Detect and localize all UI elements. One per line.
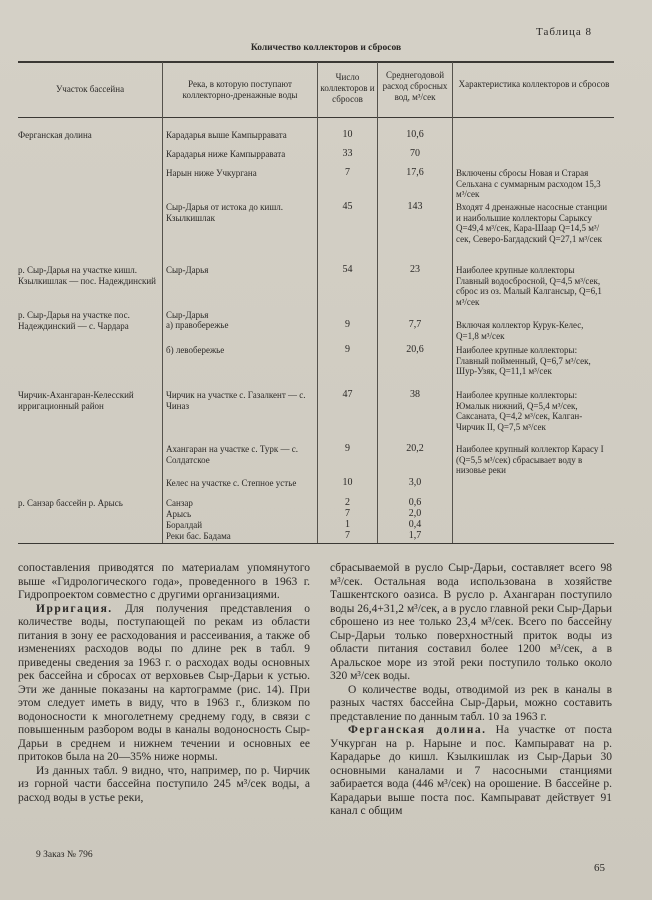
river-cell: а) правобережье — [166, 320, 229, 330]
flow-cell: 70 — [410, 148, 420, 159]
river-cell: Арысь — [166, 509, 192, 519]
count-cell: 10 — [342, 477, 353, 488]
page-number: 65 — [594, 862, 605, 874]
river-cell: Санзар — [166, 498, 193, 508]
count-cell: 7 — [345, 508, 350, 519]
river-cell: Келес на участке с. Степное устье — [166, 478, 297, 488]
section-cell: р. Сыр-Дарья на участке кишл. Кзылкишлак — пос. Надеждинский — [18, 265, 156, 286]
section-cell: р. Сыр-Дарья на участке пос. Надеждинский — с. Чардара — [18, 310, 130, 331]
table-caption: Количество коллекторов и сбросов — [250, 43, 402, 53]
count-cell: 9 — [345, 443, 350, 454]
river-cell: Сыр-Дарья — [166, 310, 209, 320]
note-cell: Наиболее крупный коллектор Карасу I (Q=5,5 м³/сек) сбрасывает воду в низовье реки — [456, 444, 604, 475]
flow-cell: 2,0 — [408, 508, 422, 519]
count-cell: 45 — [342, 201, 353, 212]
flow-cell: 143 — [407, 201, 423, 212]
river-cell: Сыр-Дарья от истока до кишл. Кзылкишлак — [166, 202, 284, 223]
paragraph: сбрасываемой в русло Сыр-Дарьи, составляет всего 98 м³/сек. Остальная вода использована в хозяйстве Ташкентского оазиса. В русло р. Ахангаран поступило воды 26,4+31,2 м³/сек, а в русло главной реки Сыр-Дарьи сброшено из нее только 23,4 м³/сек. Всего по бассейну Сыр-Дарьи только поверхностный приток воды из области питания составил более 1200 м³/сек, а в Аральское море из этой реки поступило только около 320 м³/сек воды. — [330, 562, 612, 682]
flow-cell: 3,0 — [408, 477, 422, 488]
body-column-right — [330, 562, 612, 819]
column-divider — [162, 62, 163, 543]
paragraph — [18, 603, 310, 765]
flow-cell: 23 — [410, 264, 420, 275]
column-header: Число коллекторов и сбросов — [320, 72, 375, 104]
count-cell: 7 — [345, 167, 350, 178]
note-cell: Включая коллектор Курук-Келес, Q=1,8 м³/сек — [456, 320, 584, 341]
river-cell: Карадарья ниже Кампырравата — [166, 149, 286, 159]
flow-cell: 38 — [410, 389, 420, 400]
paragraph: О количестве воды, отводимой из рек в каналы в разных частях бассейна Сыр-Дарьи, можно составить представление по данным табл. 10 за 1963 г. — [330, 683, 612, 723]
note-cell: Наиболее крупные коллекторы Главный водосбросной, Q=4,5 м³/сек, сброс из оз. Малый Калгансыр, Q=6,1 м³/сек — [456, 265, 602, 307]
paragraph: Из данных табл. 9 видно, что, например, по р. Чирчик из горной части бассейна поступило 245 м³/сек воды, а расход воды в устье реки, — [18, 764, 310, 804]
note-cell: Входят 4 дренажные насосные станции и наибольшие коллекторы Сарыксу Q=49,4 м³/сек, Кара-Шаар Q=14,5 м³/сек, Северо-Багдадский Q=27,1 м³/сек — [456, 202, 608, 244]
count-cell: 54 — [342, 264, 353, 275]
note-cell: Включены сбросы Новая и Старая Сельхана с суммарным расходом 15,3 м³/сек — [456, 168, 601, 199]
flow-cell: 17,6 — [406, 167, 424, 178]
section-cell: Чирчик-Ахангаран-Келесский ирригационный район — [18, 390, 134, 411]
paragraph-text: На участке от поста Учкурган на р. Нарыне и пос. Кампырават на р. Карадарье до кишл. Кзылкишлак из Сыр-Дарьи 30 основными каналами и 7 насосными станциями забирается вода (446 м³/сек) на орошение. В бассейне р. Карадарьи выше поста пос. Кампырават действует 91 канал с общим — [330, 724, 612, 817]
flow-cell: 7,7 — [408, 319, 422, 330]
table-number: Таблица 8 — [536, 26, 593, 38]
print-signature: 9 Заказ № 796 — [36, 850, 93, 860]
paragraph: сопоставления приводятся по материалам упомянутого выше «Гидрологического года», проведенного в 1963 г. Гидропроектом совместно с другими организациями. — [18, 562, 310, 601]
paragraph-text: Для получения представления о количестве воды, поступающей по рекам из области питания в зону ее расходования и рассеивания, а также об изменениях расходов воды по длине рек в табл. 9 приведены сведения за 1963 г. о расходах воды основных рек бассейна и сбросах от верховьев Сыр-Дарьи к устью. Эти же данные показаны на картограмме (рис. 14). При этом следует иметь в виду, что в 1963 г., близком по водоносности к многолетнему среднему году, в связи с повышенным разбором воды в каналы водоносность Сыр-Дарьи в среднем и нижнем течении и основных ее притоков была на 20—35% ниже нормы. — [18, 602, 310, 763]
count-cell: 9 — [345, 319, 350, 330]
body-column-left — [18, 562, 310, 805]
count-cell: 10 — [342, 129, 353, 140]
river-cell: Нарын ниже Учкургана — [166, 168, 257, 178]
count-cell: 2 — [345, 497, 350, 508]
river-cell: б) левобережье — [166, 345, 225, 355]
section-cell: р. Санзар бассейн р. Арысь — [18, 498, 123, 508]
run-in-heading: Ферганская долина. — [348, 724, 487, 736]
column-header: Участок бассейна — [55, 84, 125, 94]
river-cell: Чирчик на участке с. Газалкент — с. Чиназ — [166, 390, 306, 411]
table-bottom-rule — [18, 543, 614, 544]
table-top-rule — [18, 61, 614, 63]
flow-cell: 0,4 — [408, 519, 422, 530]
flow-cell: 1,7 — [408, 530, 422, 541]
flow-cell: 10,6 — [406, 129, 424, 140]
count-cell: 47 — [342, 389, 353, 400]
column-divider — [452, 62, 453, 543]
river-cell: Сыр-Дарья — [166, 265, 209, 275]
note-cell: Наиболее крупные коллекторы: Главный пойменный, Q=6,7 м³/сек, Шур-Узяк, Q=11,1 м³/сек — [456, 345, 591, 376]
count-cell: 1 — [345, 519, 350, 530]
table-header-rule — [18, 117, 614, 118]
note-cell: Наиболее крупные коллекторы: Юмалык нижний, Q=5,4 м³/сек, Саксаната, Q=4,2 м³/сек, Калган-Чирчик II, Q=7,5 м³/сек — [456, 390, 583, 432]
flow-cell: 0,6 — [408, 497, 422, 508]
flow-cell: 20,2 — [406, 443, 424, 454]
river-cell: Боралдай — [166, 520, 203, 530]
column-header: Среднегодовой расход сбросных вод, м³/сек — [382, 70, 448, 102]
column-header: Река, в которую поступают коллекторно-дренажные воды — [182, 79, 298, 100]
count-cell: 9 — [345, 344, 350, 355]
count-cell: 33 — [342, 148, 353, 159]
paragraph — [330, 724, 612, 819]
count-cell: 7 — [345, 530, 350, 541]
river-cell: Карадарья выше Кампырравата — [166, 130, 287, 140]
flow-cell: 20,6 — [406, 344, 424, 355]
column-header: Характеристика коллекторов и сбросов — [458, 79, 610, 89]
river-cell: Реки бас. Бадама — [166, 531, 231, 541]
river-cell: Ахангаран на участке с. Турк — с. Солдатское — [166, 444, 299, 465]
section-cell: Ферганская долина — [18, 130, 92, 140]
run-in-heading: Ирригация. — [36, 602, 113, 615]
